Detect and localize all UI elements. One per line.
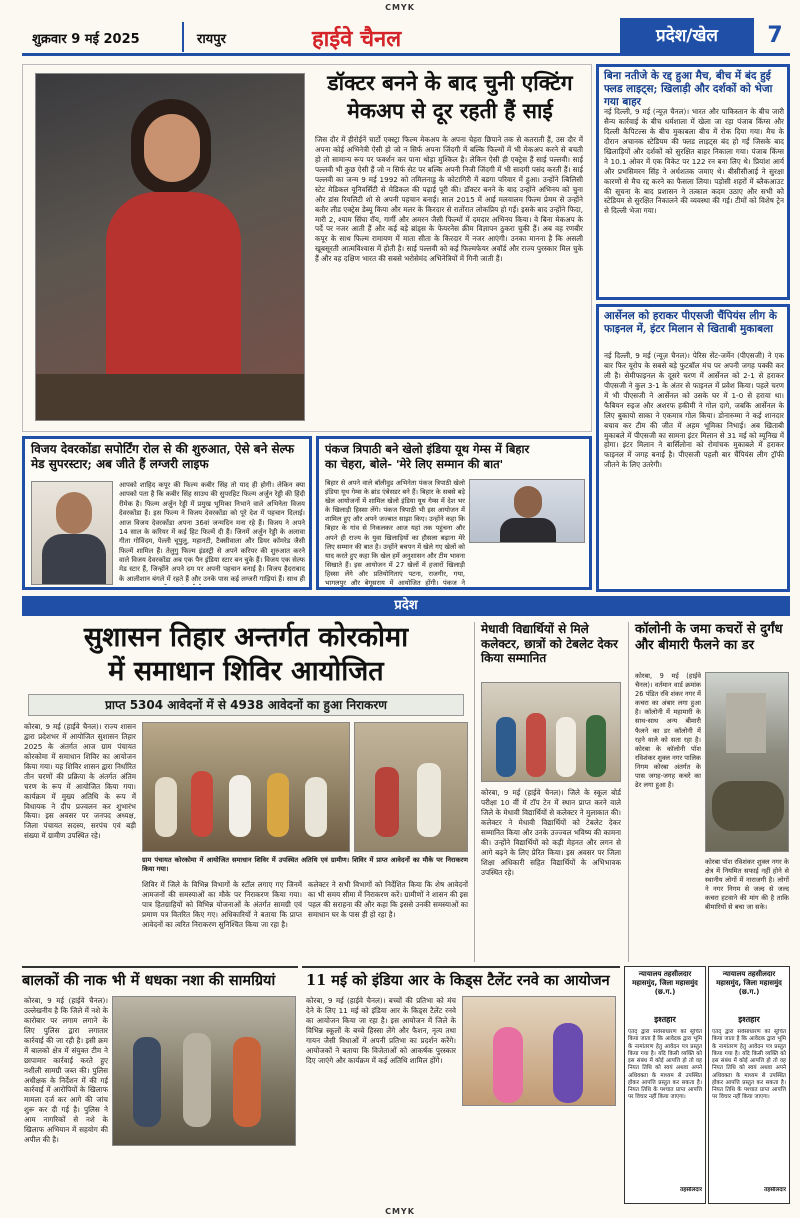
korba-caption: ग्राम पंचायत कोरकोमा में आयोजित समाधान शिविर में उपस्थित अतिथि एवं ग्रामीण। शिविर में प्राप्त आवेदनों का मौके पर निराकरण किया गया। <box>142 856 468 874</box>
drug-body: कोरबा, 9 मई (हाईवे चैनल)। उल्लेखनीय है कि जिले में नशे के कारोबार पर लगाम लगाने के लिए पुलिस द्वारा लगातार कार्रवाई की जा रही है। इसी क्रम में बालको क्षेत्र में संयुक्त टीम ने छापामार कार्रवाई करते हुए नशीली सामग्री जब्त की। पुलिस अधीक्षक के निर्देशन में की गई कार्रवाई में आरोपियों के खिलाफ मामला दर्ज कर आगे की जांच शुरू कर दी गई है। पुलिस ने आम नागरिकों से नशे के खिलाफ अभियान में सहयोग की अपील की है। <box>24 996 108 1145</box>
ipl-headline: बिना नतीजे के रद्द हुआ मैच, बीच में बंद हुई फ्लड लाइट्स; खिलाड़ी और दर्शकों को भेजा गया बाहर <box>604 70 773 108</box>
person-shape <box>183 1033 211 1127</box>
header-city: रायपुर <box>197 32 226 47</box>
pankaj-photo <box>469 479 585 543</box>
header-date: शुक्रवार 9 मई 2025 <box>32 32 140 47</box>
colony-headline: कॉलोनी के जमा कचरों से दुर्गंध और बीमारी फैलने का डर <box>635 622 783 653</box>
colony-body-1: कोरबा, 9 मई (हाईवे चैनल)। वर्तमान वार्ड क्रमांक 26 पंडित रवि शंकर नगर में कचरा का अंबार लगा हुआ है। कॉलोनी में महामारी के साथ-साथ अन्य बीमारी फैलने का डर कॉलोनी में रहने वाले को सता रहा है। कोरबा के कॉलोनी पॉश रविशंकर शुक्ल नगर पालिक निगम कोरबा अंतर्गत के पास जगह-जगह कचरे का ढेर लगा हुआ है। <box>635 672 701 790</box>
page-header <box>22 18 790 56</box>
person-shape <box>191 771 213 837</box>
person-shape <box>496 717 516 777</box>
drug-story <box>22 966 298 1204</box>
masthead-logo: हाईवे चैनल <box>312 26 402 52</box>
section-bar: प्रदेश <box>22 596 790 616</box>
face-shape <box>144 114 200 182</box>
kids-photo <box>462 996 616 1106</box>
ad-1-title: न्यायालय तहसीलदार महासमुंद, जिला महासमुंद (छ.ग.) <box>632 970 698 997</box>
vijay-shirt-shape <box>42 534 106 585</box>
vijay-photo <box>31 481 113 585</box>
section-label: प्रदेश/खेल <box>620 18 754 54</box>
person-shape <box>267 773 289 837</box>
psg-headline: आर्सेनल को हराकर पीएसजी चैंपियंस लीग के फाइनल में, इंटर मिलान से खिताबी मुकाबला <box>604 310 777 335</box>
psg-body: नई दिल्ली, 9 मई (न्यूज़ चैनल)। पेरिस सेंट-जर्मेन (पीएसजी) ने एक बार फिर यूरोप के सबसे बड़े फुटबॉल मंच पर अपनी जगह पक्की कर ली है। सेमीफाइनल के दूसरे चरण में आर्सेनल को 2-1 से हराकर पीएसजी ने कुल 3-1 के अंतर से फाइनल में प्रवेश किया। पहले चरण में भी पीएसजी ने आर्सेनल को उसके घर में 1-0 से हराया था। फैबियन रुइज और अशरफ हकीमी ने गोल दागे, जबकि आर्सेनल के लिए बुकायो साका ने एकमात्र गोल किया। डोनारुम्मा ने कई शानदार बचाव कर टीम की जीत में अहम भूमिका निभाई। अब खिताबी मुकाबले में पीएसजी का सामना इंटर मिलान से 31 मई को म्यूनिख में होगा। इंटर मिलान ने बार्सिलोना को रोमांचक मुकाबले में हराकर फाइनल में जगह बनाई है। पीएसजी पहली बार चैंपियंस लीग ट्रॉफी जीतने के लिए उतरेगी। <box>604 351 784 470</box>
garbage-pile-shape <box>712 781 784 831</box>
vijay-face-shape <box>56 492 92 534</box>
sai-photo <box>35 73 305 421</box>
person-shape <box>155 777 177 837</box>
bottom-cmyk-mark: CMYK <box>385 1207 415 1216</box>
pankaj-headline-2: का चेहरा, बोले- 'मेरे लिए सम्मान की बात' <box>325 457 504 471</box>
vijay-body: आपको शाहिद कपूर की फिल्म कबीर सिंह तो याद ही होगी। लेकिन क्या आपको पता है कि कबीर सिंह साउथ की सुपरहिट फिल्म अर्जुन रेड्डी की हिंदी रीमेक है। फिल्म अर्जुन रेड्डी में प्रमुख भूमिका निभाने वाले अभिनेता विजय देवरकोंडा हैं। इस फिल्म ने विजय देवरकोंडा को पूरे देश में पहचान दिलाई। आज विजय देवरकोंडा अपना 36वां जन्मदिन मना रहे हैं। विजय ने अपने 14 साल के करियर में कई हिट फिल्में दी हैं। जिनमें अर्जुन रेड्डी के अलावा गीता गोविंदम, पेल्ली चूपुलु, महानटी, टैक्सीवाला और डियर कॉमरेड जैसी फिल्में शामिल हैं। तेलुगु फिल्म इंडस्ट्री से अपने करियर की शुरुआत करने वाले विजय देवरकोंडा अब एक पैन इंडिया स्टार बन चुके हैं। विजय एक सेल्फ मेड स्टार हैं, जिन्होंने अपने दम पर अपनी पहचान बनाई है। विजय हैदराबाद के आलीशान बंगले में रहते हैं और उनके पास कई लग्जरी गाड़ियां हैं। साथ ही <box>119 481 305 583</box>
sai-body: जिस दौर में हीरोईनें चार्टो एक्स्ट्रा फिल्म मेकअप के अपना चेहरा छिपाने तक से कतराती हैं, उस दौर में अपना कोई अभिनेत्री ऐसी हो जो न सिर्फ अपना जिंदगी में बल्कि फिल्मों में भी मेकअप करने से बचती हो तो सामान्य रूप पर फर्क्शन कर पाना थोड़ा मुश्किल है। लेकिन ऐसी ही एक्ट्रेस हैं साई पल्लवी। साई पल्लवी भी कुछ ऐसी हैं जो न सिर्फ सेट पर बल्कि अपनी निजी जिंदगी में भी सादगी पसंद करती हैं। साई पल्लवी का जन्म 9 मई 1992 को तमिलनाडु के कोटागिरी में बडगा परिवार में हुआ। उन्होंने त्बिलिसी स्टेट मेडिकल यूनिवर्सिटी से मेडिकल की पढ़ाई पूरी की। डॉक्टर बनने के बाद उन्होंने अभिनय को चुना और डांस रियलिटी शो से अपनी पहचान बनाई। साल 2015 में आई मलयालम फिल्म प्रेमम से उन्होंने बतौर लीड एक्ट्रेस डेब्यू किया और मलर के किरदार से रातोंरात लोकप्रिय हो गईं। इसके बाद उन्होंने फिदा, मारी 2, श्याम सिंघा रॉय, गार्गी और अमरन जैसी फिल्मों में दमदार अभिनय किया। वे बिना मेकअप के पर्दे पर नजर आती हैं और कई बड़े ब्रांड्स के फेयरनेस क्रीम विज्ञापन ठुकरा चुकी हैं। अब वह रणबीर कपूर के साथ फिल्म रामायण में माता सीता के किरदार में नजर आएंगी। उनका मानना है कि असली खूबसूरती आत्मविश्वास में होती है। साई पल्लवी को कई फिल्मफेयर अवॉर्ड और राज्य पुरस्कार मिल चुके हैं और वह दक्षिण भारत की सबसे भरोसेमंद अभिनेत्रियों में गिनी जाती हैं। <box>315 135 583 264</box>
ad-2-sign: तहसीलदार <box>764 1187 786 1193</box>
vijay-headline: विजय देवरकोंडा सपोर्टिंग रोल से की शुरुआत, ऐसे बने सेल्फ मेड सुपरस्टार; अब जीते हैं लग्जरी लाइफ <box>31 442 294 471</box>
korba-story <box>22 622 470 962</box>
pankaj-body: बिहार से अपने वाले बॉलीवुड अभिनेता पंकज त्रिपाठी खेलो इंडिया यूथ गेम्स के ब्रांड एंबेसडर बने हैं। बिहार के सबसे बड़े खेल आयोजनों में शामिल खेलो इंडिया यूथ गेम्स में देश भर के खिलाड़ी हिस्सा लेंगे। पंकज त्रिपाठी भी इस आयोजन में शामिल हुए और अपने जज्बात साझा किए। उन्होंने कहा कि बिहार के गांव से निकलकर आज यहां तक पहुंचना और अपने ही राज्य के युवा खिलाड़ियों का हौसला बढ़ाना मेरे लिए सम्मान की बात है। उन्होंने बचपन में खेले गए खेलों को याद करते हुए कहा कि खेल हमें अनुशासन और टीम भावना सिखाते हैं। इस आयोजन में 27 खेलों में हजारों खिलाड़ी हिस्सा लेंगे और प्रतियोगिताएं पटना, राजगीर, गया, भागलपुर और बेगूसराय में आयोजित होंगी। पंकज ने <box>325 479 465 587</box>
header-divider <box>182 22 184 52</box>
page-number: 7 <box>767 23 783 48</box>
person-shape <box>305 777 327 837</box>
floor-shape <box>36 374 305 421</box>
kids-body: कोरबा, 9 मई (हाईवे चैनल)। बच्चों की प्रतिभा को मंच देने के लिए 11 मई को इंडिया आर के किड्स टैलेंट रनवे का आयोजन किया जा रहा है। इस आयोजन में जिले के विभिन्न स्कूलों के बच्चे हिस्सा लेंगे और फैशन, नृत्य तथा गायन जैसी विधाओं में अपनी प्रतिभा का प्रदर्शन करेंगे। आयोजकों ने बताया कि विजेताओं को आकर्षक पुरस्कार दिए जाएंगे और कार्यक्रम में कई अतिथि शामिल होंगे। <box>306 996 456 1065</box>
ad-1-sign: तहसीलदार <box>680 1187 702 1193</box>
sai-headline-2: मेकअप से दूर रहती हैं साई <box>347 98 553 123</box>
pankaj-shirt-shape <box>500 518 556 543</box>
students-body: कोरबा, 9 मई (हाईवे चैनल)। जिले के स्कूल बोर्ड परीक्षा 10 वीं में टॉप टेन में स्थान प्राप्त करने वाले जिले के मेधावी विद्यार्थियों से कलेक्टर ने मुलाकात की। कलेक्टर ने मेधावी विद्यार्थियों को टेबलेट देकर सम्मानित किया और उनके उज्ज्वल भविष्य की कामना की। उन्होंने विद्यार्थियों को कड़ी मेहनत और लगन से आगे बढ़ने के लिए प्रेरित किया। इस अवसर पर जिला शिक्षा अधिकारी सहित विद्यार्थियों के अभिभावक उपस्थित रहे। <box>481 788 621 877</box>
kids-headline: 11 मई को इंडिया आर के किड्स टैलेंट रनवे का आयोजन <box>306 972 610 989</box>
colony-story <box>628 622 790 962</box>
vijay-story <box>22 436 312 590</box>
colony-body-2: कोरबा पॉश रविशंकर शुक्ल नगर के क्षेत्र में नियमित सफाई नहीं होने से स्थानीय लोगों में नाराजगी है। लोगों ने नगर निगम से जल्द से जल्द कचरा हटवाने की मांग की है ताकि बीमारियों से बचा जा सके। <box>705 858 789 912</box>
pankaj-headline-1: पंकज त्रिपाठी बने खेलो इंडिया यूथ गेम्स में बिहार <box>325 442 530 456</box>
child-shape <box>493 1027 523 1103</box>
colony-photo <box>705 672 789 852</box>
psg-story <box>596 304 790 592</box>
korba-body-1: कोरबा, 9 मई (हाईवे चैनल)। राज्य शासन द्वारा प्रदेशभर में आयोजित सुशासन तिहार 2025 के अंतर्गत आज ग्राम पंचायत कोरकोमा में समाधान शिविर का आयोजन किया गया। यह शिविर शासन द्वारा निर्धारित तीन चरणों की प्रक्रिया के अंतर्गत अंतिम चरण के रूप में आयोजित किया गया। कार्यक्रम में मुख्य अतिथि के रूप में विधायक ने दीप प्रज्वलन कर शुभारंभ किया। इस अवसर पर जनपद अध्यक्ष, जिला पंचायत सदस्य, सरपंच एवं बड़ी संख्या में ग्रामीण उपस्थित रहे। <box>24 722 136 841</box>
person-shape <box>375 767 399 837</box>
wall-shape <box>726 693 766 753</box>
person-shape <box>556 717 576 777</box>
child-shape <box>553 1023 583 1103</box>
korba-headline-1: सुशासन तिहार अन्तर्गत कोरकोमा <box>83 622 409 653</box>
korba-photo-2 <box>354 722 468 852</box>
korba-subhead: प्राप्त 5304 आवेदनों में से 4938 आवेदनों का हुआ निराकरण <box>28 694 464 716</box>
sai-story <box>22 64 592 432</box>
ipl-story <box>596 64 790 300</box>
top-cmyk-mark: CMYK <box>385 3 415 12</box>
korba-body-3: कलेक्टर ने सभी विभागों को निर्देशित किया कि शेष आवेदनों का भी समय सीमा में निराकरण करें। ग्रामीणों ने शासन की इस पहल की सराहना की और कहा कि इससे उनकी समस्याओं का समाधान घर के पास ही हो रहा है। <box>308 880 468 919</box>
ad-1-body: एतद् द्वारा सर्वसाधारण को सूचित किया जाता है कि आवेदक द्वारा भूमि के नामांतरण हेतु आवेदन पत्र प्रस्तुत किया गया है। यदि किसी व्यक्ति को इस संबंध में कोई आपत्ति हो तो वह नियत तिथि को स्वयं अथवा अपने अधिवक्ता के माध्यम से उपस्थित होकर आपत्ति प्रस्तुत कर सकता है। नियत तिथि के पश्चात प्राप्त आपत्ति पर विचार नहीं किया जाएगा। <box>628 1029 702 1101</box>
sai-headline-1: डॉक्टर बनने के बाद चुनी एक्टिंग <box>327 70 573 95</box>
korba-photo <box>142 722 350 852</box>
person-shape <box>133 1037 161 1127</box>
drug-photo <box>112 996 296 1146</box>
person-shape <box>233 1037 261 1127</box>
students-photo <box>481 682 621 782</box>
person-shape <box>526 713 546 777</box>
person-shape <box>229 775 251 837</box>
ad-2-label: इश्तहार <box>738 1015 760 1024</box>
ad-1-label: इश्तहार <box>654 1015 676 1024</box>
person-shape <box>586 715 606 777</box>
pankaj-story <box>316 436 592 590</box>
pankaj-face-shape <box>514 486 542 518</box>
ipl-body: नई दिल्ली, 9 मई (न्यूज़ चैनल)। भारत और पाकिस्तान के बीच जारी सैन्य कार्रवाई के बीच धर्मशाला में खेला जा रहा पंजाब किंग्स और दिल्ली कैपिटल्स के बीच मुकाबला बीच में रोक दिया गया। मैच के दौरान अचानक स्टेडियम की फ्लड लाइट्स बंद हो गईं जिसके बाद खिलाड़ियों और दर्शकों को सुरक्षित बाहर निकाला गया। पंजाब किंग्स ने 10.1 ओवर में एक विकेट पर 122 रन बना लिए थे। प्रियांश आर्य और प्रभसिमरन सिंह ने अर्धशतक जमाए थे। बीसीसीआई ने सुरक्षा कारणों से मैच रद्द करने का फैसला लिया। पड़ोसी शहरों में ब्लैकआउट की सूचना के बाद प्रशासन ने तत्काल कदम उठाए और सभी को स्टेडियम से सुरक्षित निकालने की व्यवस्था की गई। टीमों को विशेष ट्रेन से दिल्ली भेजा गया। <box>604 107 784 216</box>
kids-story <box>302 966 620 1204</box>
students-headline: मेधावी विद्यार्थियों से मिले कलेक्टर, छात्रों को टेबलेट देकर किया सम्मानित <box>481 622 618 666</box>
person-shape <box>417 763 441 837</box>
korba-body-2: शिविर में जिले के विभिन्न विभागों के स्टॉल लगाए गए जिनमें आमजनों की समस्याओं का मौके पर निराकरण किया गया। पात्र हितग्राहियों को विभिन्न योजनाओं के अंतर्गत सामग्री एवं प्रमाण पत्र वितरित किए गए। अधिकारियों ने बताया कि प्राप्त आवेदनों का त्वरित निराकरण सुनिश्चित किया जा रहा है। <box>142 880 302 929</box>
ad-2-title: न्यायालय तहसीलदार महासमुंद, जिला महासमुंद (छ.ग.) <box>716 970 782 997</box>
drug-headline: बालकों की नाक भी में धधका नशा की सामग्रियां <box>22 972 276 989</box>
legal-ad-1 <box>624 966 706 1204</box>
ad-2-body: एतद् द्वारा सर्वसाधारण को सूचित किया जाता है कि आवेदक द्वारा भूमि के नामांतरण हेतु आवेदन पत्र प्रस्तुत किया गया है। यदि किसी व्यक्ति को इस संबंध में कोई आपत्ति हो तो वह नियत तिथि को स्वयं अथवा अपने अधिवक्ता के माध्यम से उपस्थित होकर आपत्ति प्रस्तुत कर सकता है। नियत तिथि के पश्चात प्राप्त आपत्ति पर विचार नहीं किया जाएगा। <box>712 1029 786 1101</box>
korba-headline-2: में समाधान शिविर आयोजित <box>108 656 384 687</box>
legal-ad-2 <box>708 966 790 1204</box>
students-story <box>474 622 624 962</box>
